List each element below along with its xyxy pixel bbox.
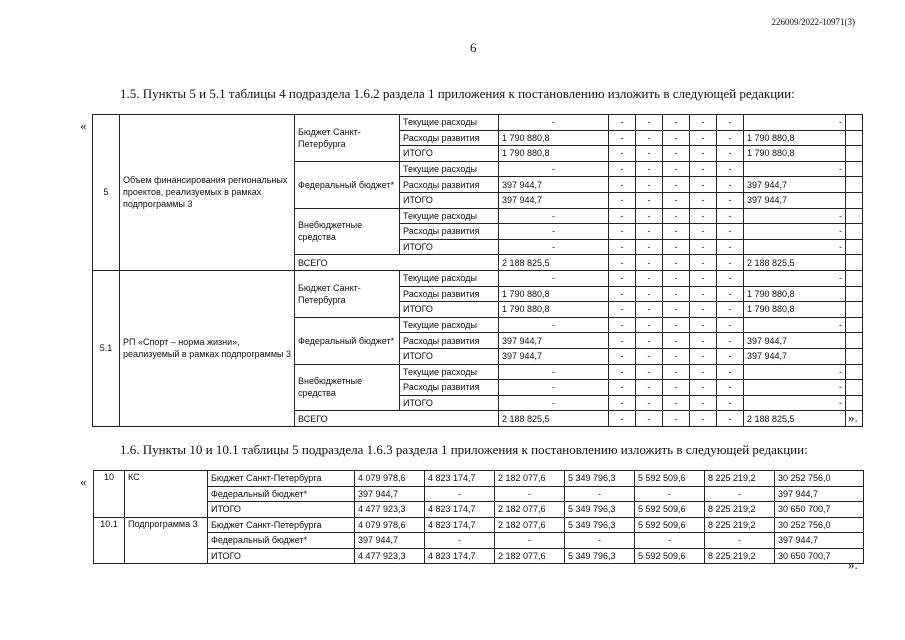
item-name: Подпрограмма 3 — [125, 517, 208, 564]
value-cell: - — [717, 364, 744, 380]
empty-cell — [846, 146, 863, 162]
value-cell: - — [609, 208, 636, 224]
total-cell: 397 944,7 — [744, 192, 846, 208]
empty-cell — [846, 270, 863, 286]
empty-cell — [846, 333, 863, 349]
funding-source: Бюджет Санкт-Петербурга — [295, 270, 400, 317]
value-cell: - — [636, 161, 663, 177]
value-cell: - — [636, 192, 663, 208]
funding-source: Внебюджетные средства — [295, 208, 400, 255]
table-row — [94, 471, 864, 487]
close-quote-2: ». — [848, 557, 858, 572]
empty-cell — [846, 317, 863, 333]
empty-cell — [846, 208, 863, 224]
funding-source: Бюджет Санкт-Петербурга — [208, 517, 355, 533]
value-cell: - — [499, 161, 609, 177]
table-row — [93, 115, 863, 131]
total-cell: 2 188 825,5 — [744, 411, 846, 427]
expense-type: Текущие расходы — [400, 317, 499, 333]
funding-source: Федеральный бюджет* — [208, 486, 355, 502]
expense-type: ИТОГО — [400, 146, 499, 162]
value-cell: - — [690, 146, 717, 162]
value-cell: - — [690, 224, 717, 240]
empty-cell — [846, 255, 863, 271]
total-cell: 397 944,7 — [744, 177, 846, 193]
value-cell: 4 477 923,3 — [355, 548, 425, 564]
value-cell: - — [499, 395, 609, 411]
value-cell: - — [717, 130, 744, 146]
total-cell: 397 944,7 — [775, 533, 864, 549]
value-cell: - — [663, 333, 690, 349]
expense-type: Расходы развития — [400, 286, 499, 302]
value-cell: - — [690, 115, 717, 131]
total-label: ВСЕГО — [295, 411, 499, 427]
value-cell: - — [690, 333, 717, 349]
total-cell: - — [744, 270, 846, 286]
value-cell: - — [705, 486, 775, 502]
value-cell: 5 349 796,3 — [565, 471, 635, 487]
value-cell: - — [663, 380, 690, 396]
value-cell: - — [609, 239, 636, 255]
value-cell: 1 790 880,8 — [499, 130, 609, 146]
value-cell: - — [609, 302, 636, 318]
value-cell: 8 225 219,2 — [705, 517, 775, 533]
value-cell: 2 182 077,6 — [495, 548, 565, 564]
value-cell: - — [663, 270, 690, 286]
value-cell: 8 225 219,2 — [705, 502, 775, 518]
item-number: 5 — [93, 115, 120, 271]
value-cell: - — [663, 364, 690, 380]
value-cell: 2 182 077,6 — [495, 517, 565, 533]
value-cell: - — [636, 208, 663, 224]
value-cell: - — [717, 161, 744, 177]
value-cell: 5 349 796,3 — [565, 502, 635, 518]
funding-source: Федеральный бюджет* — [295, 317, 400, 364]
value-cell: - — [663, 161, 690, 177]
funding-source: Бюджет Санкт-Петербурга — [295, 115, 400, 162]
total-cell: - — [744, 395, 846, 411]
expense-type: Расходы развития — [400, 380, 499, 396]
empty-cell — [846, 224, 863, 240]
item-number: 10 — [94, 471, 125, 518]
table-5-funding — [93, 470, 864, 564]
empty-cell — [846, 239, 863, 255]
empty-cell — [846, 177, 863, 193]
total-cell: - — [744, 317, 846, 333]
value-cell: - — [663, 317, 690, 333]
value-cell: - — [717, 286, 744, 302]
value-cell: - — [690, 208, 717, 224]
value-cell: - — [663, 208, 690, 224]
value-cell: 5 592 509,6 — [635, 517, 705, 533]
value-cell: 4 823 174,7 — [425, 548, 495, 564]
value-cell: - — [690, 255, 717, 271]
expense-type: Расходы развития — [400, 333, 499, 349]
value-cell: 5 349 796,3 — [565, 517, 635, 533]
funding-source: Внебюджетные средства — [295, 364, 400, 411]
total-cell: 397 944,7 — [775, 486, 864, 502]
total-cell: 2 188 825,5 — [744, 255, 846, 271]
section-1-5-intro: 1.5. Пункты 5 и 5.1 таблицы 4 подраздела 1.6.2 раздела 1 приложения к постановлению изложить в следующей редакции: — [120, 86, 795, 101]
value-cell: - — [636, 255, 663, 271]
total-cell: - — [744, 239, 846, 255]
total-cell: - — [744, 224, 846, 240]
table-row — [94, 533, 864, 549]
value-cell: - — [499, 208, 609, 224]
value-cell: - — [609, 270, 636, 286]
value-cell: 397 944,7 — [355, 486, 425, 502]
value-cell: - — [499, 239, 609, 255]
value-cell: - — [690, 364, 717, 380]
value-cell: 4 823 174,7 — [425, 502, 495, 518]
value-cell: 5 349 796,3 — [565, 548, 635, 564]
value-cell: - — [690, 302, 717, 318]
value-cell: - — [717, 302, 744, 318]
expense-type: Текущие расходы — [400, 161, 499, 177]
value-cell: - — [663, 177, 690, 193]
value-cell: - — [609, 224, 636, 240]
expense-type: Расходы развития — [400, 130, 499, 146]
page-number: 6 — [470, 40, 477, 55]
value-cell: - — [690, 317, 717, 333]
value-cell: - — [717, 177, 744, 193]
value-cell: 397 944,7 — [499, 192, 609, 208]
funding-source: Федеральный бюджет* — [295, 161, 400, 208]
value-cell: - — [609, 286, 636, 302]
value-cell: - — [636, 333, 663, 349]
value-cell: 5 592 509,6 — [635, 502, 705, 518]
value-cell: - — [690, 395, 717, 411]
value-cell: - — [717, 348, 744, 364]
empty-cell — [846, 411, 863, 427]
value-cell: 8 225 219,2 — [705, 548, 775, 564]
value-cell: - — [635, 533, 705, 549]
funding-source: Бюджет Санкт-Петербурга — [208, 471, 355, 487]
value-cell: - — [690, 348, 717, 364]
value-cell: - — [663, 255, 690, 271]
table-row — [94, 517, 864, 533]
value-cell: 2 188 825,5 — [499, 411, 609, 427]
value-cell: - — [609, 411, 636, 427]
value-cell: - — [609, 255, 636, 271]
funding-source: ИТОГО — [208, 548, 355, 564]
empty-cell — [846, 348, 863, 364]
total-cell: - — [744, 380, 846, 396]
expense-type: ИТОГО — [400, 302, 499, 318]
value-cell: 4 823 174,7 — [425, 517, 495, 533]
empty-cell — [846, 380, 863, 396]
value-cell: - — [636, 380, 663, 396]
document-id: 226009/2022-10971(3) — [771, 17, 855, 27]
value-cell: - — [663, 302, 690, 318]
total-cell: 30 252 756,0 — [775, 471, 864, 487]
value-cell: 2 188 825,5 — [499, 255, 609, 271]
value-cell: - — [635, 486, 705, 502]
value-cell: - — [690, 270, 717, 286]
value-cell: - — [717, 208, 744, 224]
value-cell: - — [690, 130, 717, 146]
value-cell: - — [663, 192, 690, 208]
value-cell: - — [717, 317, 744, 333]
value-cell: - — [690, 161, 717, 177]
value-cell: - — [499, 380, 609, 396]
value-cell: - — [663, 348, 690, 364]
value-cell: - — [495, 533, 565, 549]
expense-type: Текущие расходы — [400, 115, 499, 131]
value-cell: - — [636, 239, 663, 255]
value-cell: - — [636, 286, 663, 302]
value-cell: - — [690, 177, 717, 193]
table-row — [94, 548, 864, 564]
empty-cell — [846, 192, 863, 208]
close-quote-1: ». — [848, 410, 858, 425]
value-cell: - — [717, 333, 744, 349]
expense-type: Текущие расходы — [400, 270, 499, 286]
item-name: Объем финансирования региональных проектов, реализуемых в рамках подпрограммы 3 — [120, 115, 295, 271]
value-cell: - — [636, 146, 663, 162]
table-row — [94, 502, 864, 518]
value-cell: - — [499, 224, 609, 240]
total-cell: 1 790 880,8 — [744, 286, 846, 302]
empty-cell — [846, 395, 863, 411]
expense-type: ИТОГО — [400, 192, 499, 208]
funding-source: Федеральный бюджет* — [208, 533, 355, 549]
expense-type: Текущие расходы — [400, 208, 499, 224]
value-cell: 4 477 923,3 — [355, 502, 425, 518]
value-cell: - — [499, 270, 609, 286]
open-quote-2: « — [80, 474, 87, 489]
expense-type: ИТОГО — [400, 348, 499, 364]
item-name: КС — [125, 471, 208, 518]
value-cell: - — [636, 317, 663, 333]
value-cell: - — [636, 130, 663, 146]
value-cell: 1 790 880,8 — [499, 146, 609, 162]
value-cell: 5 592 509,6 — [635, 548, 705, 564]
value-cell: - — [609, 130, 636, 146]
value-cell: - — [717, 146, 744, 162]
value-cell: - — [609, 364, 636, 380]
value-cell: - — [663, 146, 690, 162]
expense-type: Расходы развития — [400, 224, 499, 240]
value-cell: - — [636, 302, 663, 318]
item-number: 10.1 — [94, 517, 125, 564]
expense-type: Расходы развития — [400, 177, 499, 193]
total-cell: - — [744, 208, 846, 224]
value-cell: - — [663, 130, 690, 146]
value-cell: - — [717, 239, 744, 255]
total-cell: 30 252 756,0 — [775, 517, 864, 533]
expense-type: Текущие расходы — [400, 364, 499, 380]
value-cell: 5 592 509,6 — [635, 471, 705, 487]
empty-cell — [846, 286, 863, 302]
value-cell: - — [663, 286, 690, 302]
value-cell: - — [609, 395, 636, 411]
value-cell: - — [690, 380, 717, 396]
value-cell: 2 182 077,6 — [495, 502, 565, 518]
value-cell: - — [636, 177, 663, 193]
value-cell: - — [663, 411, 690, 427]
total-cell: - — [744, 161, 846, 177]
value-cell: - — [609, 317, 636, 333]
value-cell: - — [663, 224, 690, 240]
value-cell: - — [499, 364, 609, 380]
value-cell: - — [609, 192, 636, 208]
value-cell: - — [636, 348, 663, 364]
value-cell: - — [717, 411, 744, 427]
empty-cell — [846, 130, 863, 146]
table-row — [93, 270, 863, 286]
empty-cell — [846, 302, 863, 318]
value-cell: - — [609, 177, 636, 193]
table-row — [94, 486, 864, 502]
total-cell: 30 650 700,7 — [775, 502, 864, 518]
value-cell: - — [609, 146, 636, 162]
expense-type: ИТОГО — [400, 239, 499, 255]
value-cell: - — [499, 317, 609, 333]
value-cell: - — [717, 395, 744, 411]
value-cell: - — [636, 115, 663, 131]
item-name: РП «Спорт – норма жизни», реализуемый в рамках подпрограммы 3 — [120, 270, 295, 426]
value-cell: - — [705, 533, 775, 549]
value-cell: - — [609, 161, 636, 177]
value-cell: - — [690, 239, 717, 255]
empty-cell — [846, 115, 863, 131]
value-cell: - — [717, 224, 744, 240]
value-cell: - — [690, 286, 717, 302]
value-cell: 4 079 978,6 — [355, 471, 425, 487]
total-cell: - — [744, 364, 846, 380]
total-cell: 1 790 880,8 — [744, 130, 846, 146]
value-cell: - — [717, 192, 744, 208]
value-cell: - — [636, 411, 663, 427]
total-cell: 30 650 700,7 — [775, 548, 864, 564]
value-cell: 397 944,7 — [355, 533, 425, 549]
item-number: 5.1 — [93, 270, 120, 426]
value-cell: - — [636, 270, 663, 286]
open-quote-1: « — [80, 118, 87, 133]
total-cell: 397 944,7 — [744, 333, 846, 349]
value-cell: - — [663, 395, 690, 411]
total-label: ВСЕГО — [295, 255, 499, 271]
value-cell: 2 182 077,6 — [495, 471, 565, 487]
value-cell: - — [425, 533, 495, 549]
funding-source: ИТОГО — [208, 502, 355, 518]
value-cell: 397 944,7 — [499, 177, 609, 193]
value-cell: 8 225 219,2 — [705, 471, 775, 487]
value-cell: - — [717, 380, 744, 396]
value-cell: - — [499, 115, 609, 131]
value-cell: - — [565, 486, 635, 502]
value-cell: - — [609, 380, 636, 396]
value-cell: - — [495, 486, 565, 502]
value-cell: - — [425, 486, 495, 502]
value-cell: - — [717, 115, 744, 131]
section-1-6-intro: 1.6. Пункты 10 и 10.1 таблицы 5 подраздела 1.6.3 раздела 1 приложения к постановлению изложить в следующей редакции: — [120, 442, 808, 457]
value-cell: - — [565, 533, 635, 549]
value-cell: 4 823 174,7 — [425, 471, 495, 487]
value-cell: - — [690, 192, 717, 208]
total-cell: - — [744, 115, 846, 131]
value-cell: - — [690, 411, 717, 427]
value-cell: - — [717, 255, 744, 271]
value-cell: - — [636, 224, 663, 240]
value-cell: - — [609, 333, 636, 349]
empty-cell — [846, 161, 863, 177]
value-cell: 4 079 978,6 — [355, 517, 425, 533]
value-cell: - — [609, 348, 636, 364]
total-cell: 1 790 880,8 — [744, 302, 846, 318]
value-cell: 397 944,7 — [499, 348, 609, 364]
expense-type: ИТОГО — [400, 395, 499, 411]
value-cell: - — [663, 239, 690, 255]
value-cell: - — [636, 395, 663, 411]
empty-cell — [846, 364, 863, 380]
value-cell: - — [609, 115, 636, 131]
total-cell: 397 944,7 — [744, 348, 846, 364]
total-cell: 1 790 880,8 — [744, 146, 846, 162]
table-4-funding — [92, 114, 863, 427]
value-cell: - — [717, 270, 744, 286]
value-cell: 1 790 880,8 — [499, 286, 609, 302]
value-cell: 1 790 880,8 — [499, 302, 609, 318]
value-cell: - — [636, 364, 663, 380]
value-cell: - — [663, 115, 690, 131]
value-cell: 397 944,7 — [499, 333, 609, 349]
